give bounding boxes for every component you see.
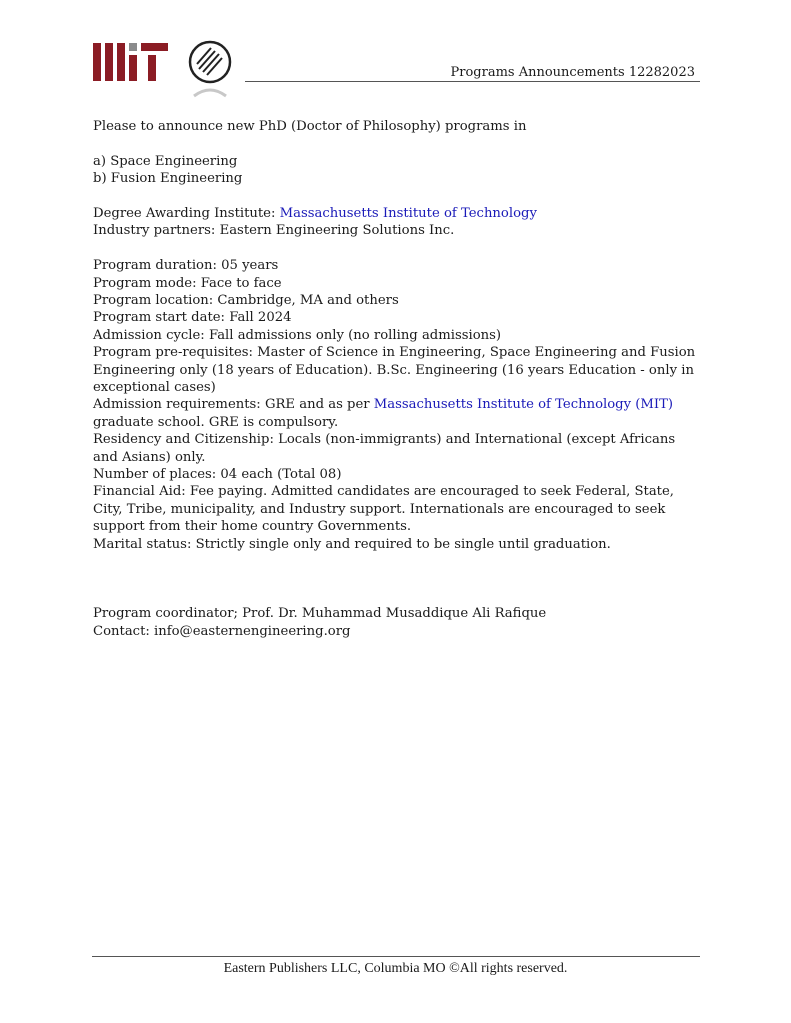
degree-label: Degree Awarding Institute: <box>93 206 280 221</box>
header-divider <box>245 81 700 82</box>
program-prerequisites: Program pre-requisites: Master of Science in Engineering, Space Engineering and Fusion Engineering only (18 years of Education). B.Sc. Engineering (16 years Education - only in exceptional cases) <box>93 345 696 396</box>
financial-aid: Financial Aid: Fee paying. Admitted candidates are encouraged to seek Federal, State, City, Tribe, municipality, and Industry support. Internationals are encouraged to seek support from their home country Governments. <box>93 484 674 535</box>
announcement-body <box>93 118 698 640</box>
program-location: Program location: Cambridge, MA and others <box>93 293 399 309</box>
program-coordinator: Program coordinator; Prof. Dr. Muhammad Musaddique Ali Rafique <box>93 606 547 622</box>
industry-partners: Industry partners: Eastern Engineering Solutions Inc. <box>93 223 455 239</box>
program-item: a) Space Engineering <box>93 153 238 169</box>
contact-email: Contact: info@easternengineering.org <box>93 623 351 639</box>
mit-link-2[interactable]: Massachusetts Institute of Technology (MIT) <box>373 397 674 413</box>
mit-link[interactable]: Massachusetts Institute of Technology <box>279 206 537 221</box>
mit-logo <box>93 43 168 81</box>
footer-divider <box>92 956 700 957</box>
footer-text: Eastern Publishers LLC, Columbia MO ©All rights reserved. <box>223 961 568 976</box>
program-item: b) Fusion Engineering <box>93 171 243 187</box>
admission-requirements <box>93 396 698 431</box>
document-title: Programs Announcements 12282023 <box>450 65 695 80</box>
intro-text: Please to announce new PhD (Doctor of Philosophy) programs in <box>93 119 527 134</box>
seal-logo <box>186 38 234 100</box>
requirements-prefix: Admission requirements: GRE and as per <box>93 397 374 413</box>
degree-institute <box>93 205 698 222</box>
residency: Residency and Citizenship: Locals (non-immigrants) and International (except Africans and Asians) only. <box>93 432 676 465</box>
program-start-date: Program start date: Fall 2024 <box>93 310 292 326</box>
admission-cycle: Admission cycle: Fall admissions only (no rolling admissions) <box>93 327 502 343</box>
marital-status: Marital status: Strictly single only and required to be single until graduation. <box>93 536 611 552</box>
requirements-suffix: graduate school. GRE is compulsory. <box>93 414 339 430</box>
program-mode: Program mode: Face to face <box>93 275 282 291</box>
number-of-places: Number of places: 04 each (Total 08) <box>93 467 342 483</box>
program-duration: Program duration: 05 years <box>93 258 279 274</box>
